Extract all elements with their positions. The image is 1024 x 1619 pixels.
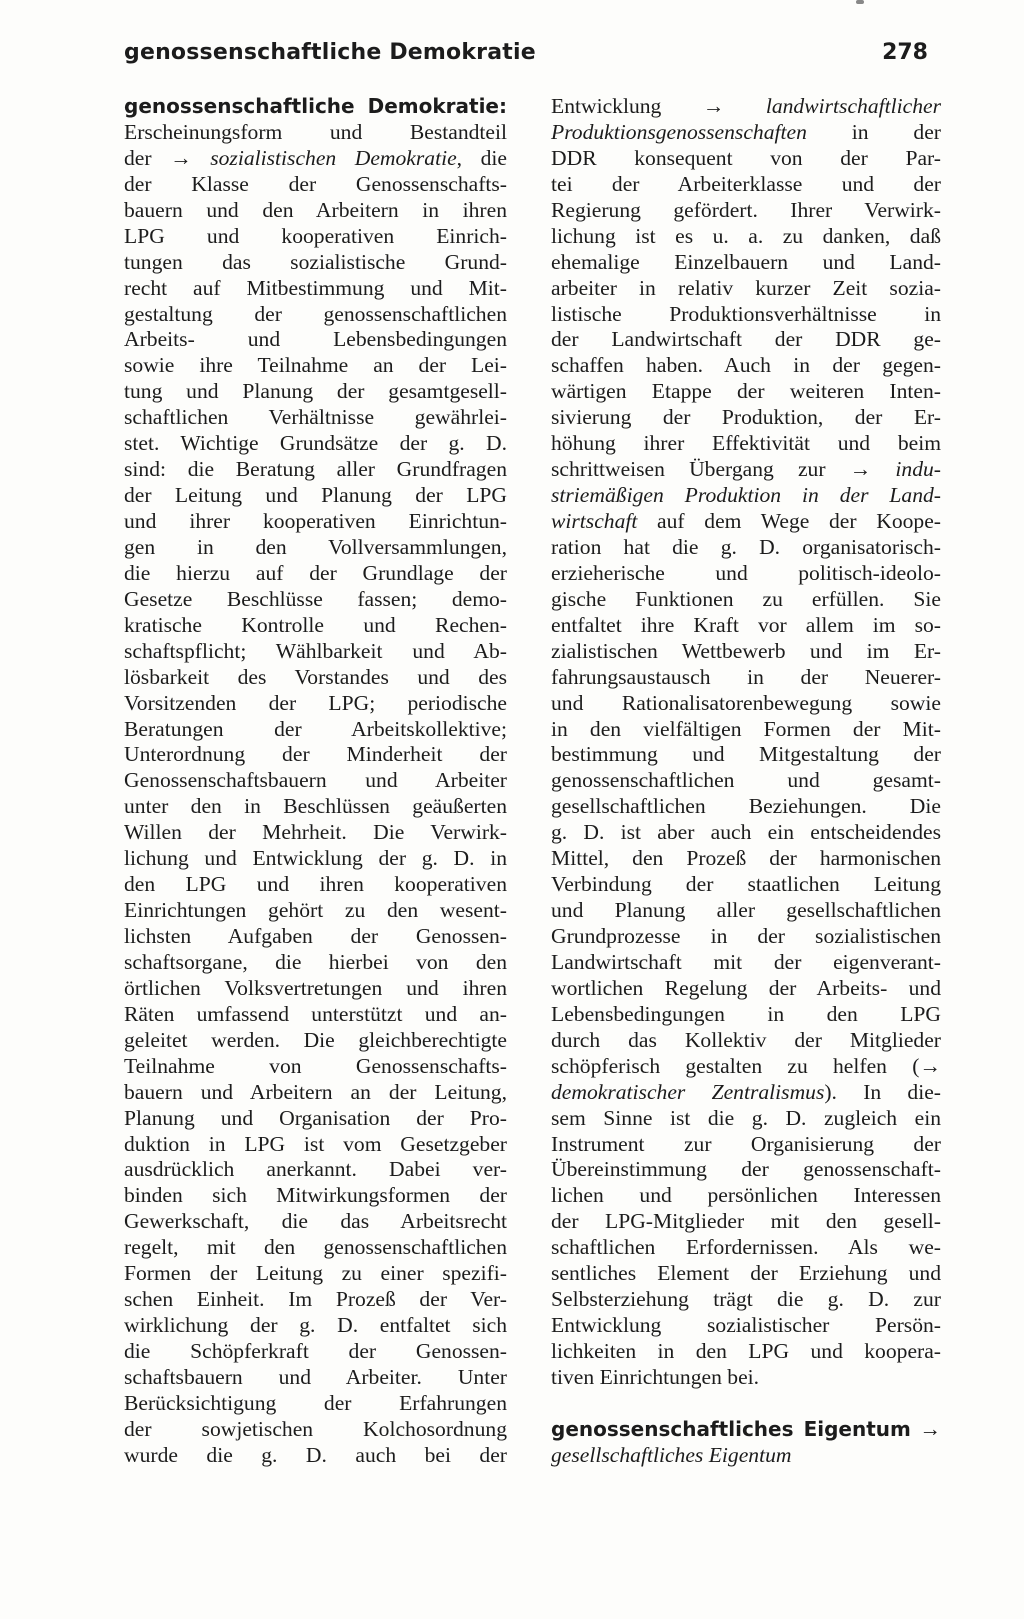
text-line: schaftlichen Erfordernissen. Als we-	[551, 1235, 941, 1260]
text-line: ehemalige Einzelbauern und Land-	[551, 249, 941, 274]
text-line: wortlichen Regelung der Arbeits- und	[551, 975, 941, 1000]
text-line: zialistischen Wettbewerb und im Er-	[551, 638, 941, 663]
text-line: Vorsitzenden der LPG; periodische	[124, 690, 507, 715]
text-line: der sowjetischen Kolchosordnung	[124, 1416, 507, 1441]
text-line: duktion in LPG ist vom Gesetzgeber	[124, 1131, 507, 1156]
text-line: Räten umfassend unterstützt und an-	[124, 1001, 507, 1026]
text-line: genossenschaftliches Eigentum →	[551, 1416, 941, 1441]
text-line: Planung und Organisation der Pro-	[124, 1105, 507, 1130]
text-line: Formen der Leitung zu einer spezifi-	[124, 1261, 507, 1286]
text-line: wirtschaft auf dem Wege der Koope-	[551, 509, 941, 533]
text-line: Genossenschaftsbauern und Arbeiter	[124, 768, 507, 793]
text-line: Willen der Mehrheit. Die Verwirk-	[124, 820, 507, 845]
text-line: genossenschaftliche Demokratie:	[124, 94, 507, 118]
text-line: tung und Planung der gesamtgesell-	[124, 379, 507, 404]
running-head: genossenschaftliche Demokratie	[124, 40, 536, 65]
text-line: Teilnahme von Genossenschafts-	[124, 1053, 507, 1078]
text-line: Übereinstimmung der genossenschaft-	[551, 1157, 941, 1182]
text-line: sivierung der Produktion, der Er-	[551, 405, 941, 430]
text-line: Einrichtungen gehört zu den wesent-	[124, 898, 507, 923]
text-line: binden sich Mitwirkungsformen der	[124, 1183, 507, 1208]
text-line: gen in den Vollversammlungen,	[124, 534, 507, 559]
text-line: Beratungen der Arbeitskollektive;	[124, 716, 507, 741]
text-line: geleitet werden. Die gleichberechtigte	[124, 1027, 507, 1052]
text-line: DDR konsequent von der Par-	[551, 145, 941, 170]
text-line: Instrument zur Organisierung der	[551, 1131, 941, 1156]
text-line: örtlichen Volksvertretungen und ihren	[124, 975, 507, 1000]
text-line: gische Funktionen zu erfüllen. Sie	[551, 586, 941, 611]
text-line: und ihrer kooperativen Einrichtun-	[124, 509, 507, 533]
text-line: entfaltet ihre Kraft vor allem im so-	[551, 612, 941, 637]
text-line: und Planung aller gesellschaftlichen	[551, 898, 941, 923]
text-line: tungen das sozialistische Grund-	[124, 249, 507, 274]
text-line: der Klasse der Genossenschafts-	[124, 171, 507, 196]
text-line: erzieherische und politisch-ideolo-	[551, 560, 941, 585]
text-line: Erscheinungsform und Bestandteil	[124, 119, 507, 144]
text-line: wurde die g. D. auch bei der	[124, 1442, 507, 1467]
text-line: sind: die Beratung aller Grundfragen	[124, 457, 507, 482]
text-line: schaftsbauern und Arbeiter. Unter	[124, 1364, 507, 1389]
text-line: ausdrücklich anerkannt. Dabei ver-	[124, 1157, 507, 1182]
text-line: sem Sinne ist die g. D. zugleich ein	[551, 1105, 941, 1130]
text-line: schöpferisch gestalten zu helfen (→	[551, 1053, 941, 1078]
text-line: Gewerkschaft, die das Arbeitsrecht	[124, 1209, 507, 1234]
text-line: Landwirtschaft mit der eigenverant-	[551, 949, 941, 974]
text-line: der Landwirtschaft der DDR ge-	[551, 327, 941, 352]
text-line: fahrungsaustausch in der Neuerer-	[551, 664, 941, 689]
text-line: der → sozialistischen Demokratie, die	[124, 145, 507, 170]
text-line: gesellschaftliches Eigentum	[551, 1442, 792, 1467]
text-line: striemäßigen Produktion in der Land-	[551, 483, 941, 508]
text-line: lösbarkeit des Vorstandes und des	[124, 664, 507, 689]
text-line: lichung und Entwicklung der g. D. in	[124, 846, 507, 871]
text-line: unter den in Beschlüssen geäußerten	[124, 794, 507, 819]
text-line: schaftspflicht; Wählbarkeit und Ab-	[124, 638, 507, 663]
text-line: lichen und persönlichen Interessen	[551, 1183, 941, 1208]
text-line: stet. Wichtige Grundsätze der g. D.	[124, 431, 507, 456]
text-line: Arbeits- und Lebensbedingungen	[124, 327, 507, 352]
text-line: sentliches Element der Erziehung und	[551, 1261, 941, 1286]
text-line: Regierung gefördert. Ihrer Verwirk-	[551, 197, 941, 222]
text-line: gestaltung der genossenschaftlichen	[124, 301, 507, 326]
text-line: regelt, mit den genossenschaftlichen	[124, 1235, 507, 1260]
text-line: wärtigen Etappe der weiteren Inten-	[551, 379, 941, 404]
text-line: in den vielfältigen Formen der Mit-	[551, 716, 941, 741]
text-line: schen Einheit. Im Prozeß der Ver-	[124, 1287, 507, 1312]
text-line: gesellschaftlichen Beziehungen. Die	[551, 794, 941, 819]
text-line: Mittel, den Prozeß der harmonischen	[551, 846, 941, 871]
text-line: den LPG und ihren kooperativen	[124, 872, 507, 897]
text-line: Berücksichtigung der Erfahrungen	[124, 1390, 507, 1415]
text-line: schaffen haben. Auch in der gegen-	[551, 353, 941, 378]
text-line: durch das Kollektiv der Mitglieder	[551, 1027, 941, 1052]
text-line: schaftsorgane, die hierbei von den	[124, 949, 507, 974]
text-line: Gesetze Beschlüsse fassen; demo-	[124, 586, 507, 611]
text-line: recht auf Mitbestimmung und Mit-	[124, 275, 507, 300]
right-column	[551, 94, 941, 1469]
text-line: sowie ihre Teilnahme an der Lei-	[124, 353, 507, 378]
text-line: die hierzu auf der Grundlage der	[124, 560, 507, 585]
text-line: LPG und kooperativen Einrich-	[124, 223, 507, 248]
text-line: arbeiter in relativ kurzer Zeit sozia-	[551, 275, 941, 300]
text-line: Entwicklung → landwirtschaftlicher	[551, 94, 941, 118]
text-line: Verbindung der staatlichen Leitung	[551, 872, 941, 897]
text-line: bauern und den Arbeitern in ihren	[124, 197, 507, 222]
text-line: listische Produktionsverhältnisse in	[551, 301, 941, 326]
text-line: bauern und Arbeitern an der Leitung,	[124, 1079, 507, 1104]
text-line: die Schöpferkraft der Genossen-	[124, 1339, 507, 1363]
text-line: wirklichung der g. D. entfaltet sich	[124, 1313, 507, 1338]
text-line: Lebensbedingungen in den LPG	[551, 1001, 941, 1026]
text-line: höhung ihrer Effektivität und beim	[551, 431, 941, 456]
page-number: 278	[882, 40, 928, 65]
text-line: tiven Einrichtungen bei.	[551, 1364, 760, 1389]
entry-spacer	[551, 1391, 941, 1417]
text-line: schaftlichen Verhältnisse gewährlei-	[124, 405, 507, 430]
text-line: Unterordnung der Minderheit der	[124, 742, 507, 767]
left-column	[124, 94, 507, 1469]
text-line: lichkeiten in den LPG und koopera-	[551, 1339, 941, 1363]
text-line: der LPG-Mitglieder mit den gesell-	[551, 1209, 941, 1234]
text-line: Produktionsgenossenschaften in der	[551, 119, 941, 144]
text-line: der Leitung und Planung der LPG	[124, 483, 507, 508]
text-line: schrittweisen Übergang zur → indu-	[551, 457, 941, 482]
text-line: und Rationalisatorenbewegung sowie	[551, 690, 941, 715]
text-line: ration hat die g. D. organisatorisch-	[551, 534, 941, 559]
text-line: kratische Kontrolle und Rechen-	[124, 612, 507, 637]
text-line: bestimmung und Mitgestaltung der	[551, 742, 941, 767]
text-line: Selbsterziehung trägt die g. D. zur	[551, 1287, 941, 1312]
text-line: Grundprozesse in der sozialistischen	[551, 924, 941, 948]
text-line: lichsten Aufgaben der Genossen-	[124, 924, 507, 948]
text-line: demokratischer Zentralismus). In die-	[551, 1079, 941, 1104]
text-line: Entwicklung sozialistischer Persön-	[551, 1313, 941, 1338]
text-line: lichung ist es u. a. zu danken, daß	[551, 223, 941, 248]
print-speck	[856, 0, 864, 4]
text-line: g. D. ist aber auch ein entscheidendes	[551, 820, 941, 845]
text-line: genossenschaftlichen und gesamt-	[551, 768, 941, 793]
text-line: tei der Arbeiterklasse und der	[551, 171, 941, 196]
